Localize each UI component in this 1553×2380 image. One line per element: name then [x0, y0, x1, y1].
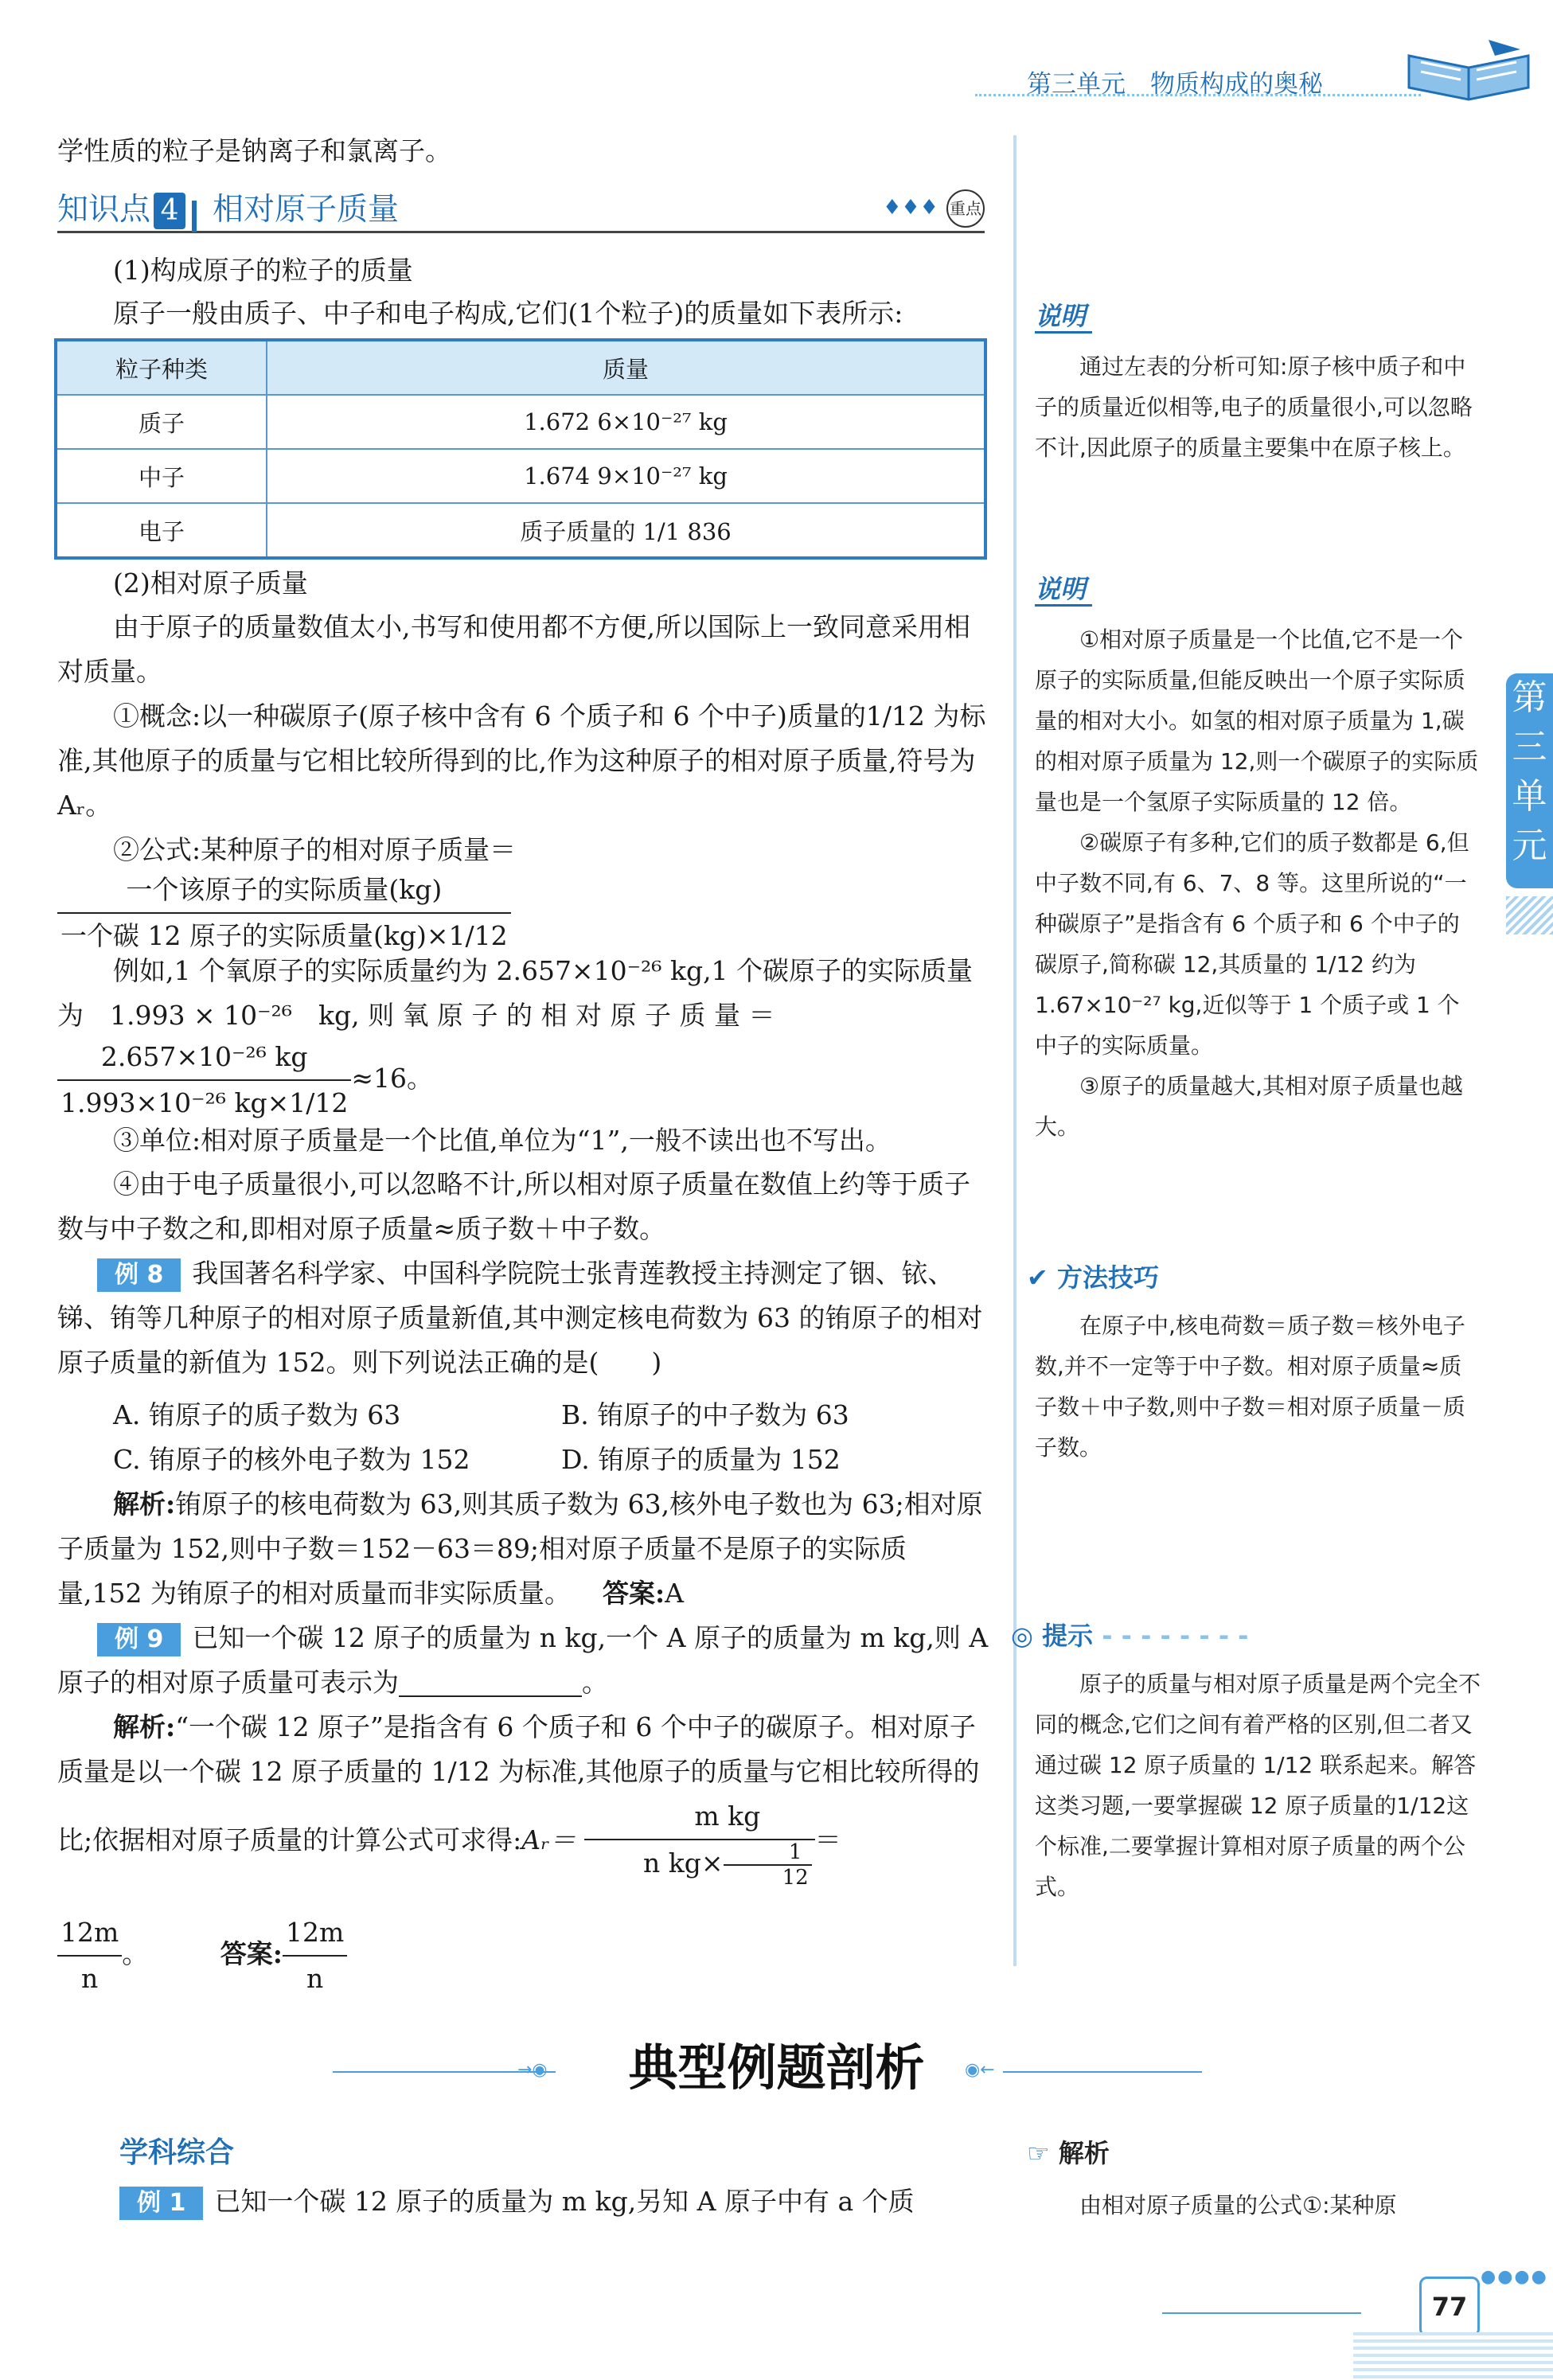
option-b: B. 铕原子的中子数为 63 — [561, 1399, 849, 1430]
importance-marker — [883, 189, 985, 228]
example-calculation — [57, 1035, 433, 1126]
kp-number: 4 — [154, 193, 185, 229]
ar-fraction — [584, 1794, 815, 1890]
answer-label: 答案: — [220, 1938, 283, 1969]
footer-wave — [1353, 2332, 1553, 2380]
particle-mass-table — [54, 338, 987, 560]
equals-sign: ＝ — [814, 1824, 841, 1855]
example-9-result — [57, 1910, 347, 2001]
section-1-text: 原子一般由质子、中子和电子构成,它们(1个粒子)的质量如下表所示: — [113, 298, 903, 329]
section-example-1 — [57, 2179, 989, 2224]
method-heading: 方法技巧 — [1056, 1262, 1159, 1293]
option-a: A. 铕原子的质子数为 63 — [113, 1399, 401, 1430]
tip-dashes: - - - - - - - - — [1102, 1621, 1249, 1651]
table-cell: 电子 — [56, 503, 267, 558]
ar-symbol: Aᵣ＝ — [521, 1824, 576, 1855]
table-row — [56, 449, 985, 503]
table-cell: 1.674 9×10⁻²⁷ kg — [267, 449, 985, 503]
answer-label: 答案: — [602, 1578, 665, 1609]
answer-numerator: 12m — [283, 1910, 347, 1957]
option-c: C. 铕原子的核外电子数为 152 — [113, 1444, 470, 1475]
table-header: 质量 — [267, 340, 985, 395]
book-icon — [1401, 32, 1536, 111]
formula-fraction — [57, 868, 511, 958]
example-denominator: 1.993×10⁻²⁶ kg×1/12 — [60, 1087, 349, 1118]
note-2-p3: ③原子的质量越大,其相对原子质量也越大。 — [1035, 1073, 1464, 1140]
example-1-text: 已知一个碳 12 原子的质量为 m kg,另知 A 原子中有 a 个质 — [214, 2186, 915, 2217]
formula-lead: ②公式:某种原子的相对原子质量＝ — [113, 834, 517, 865]
unit-text: ③单位:相对原子质量是一个比值,单位为“1”,一般不读出也不写出。 — [113, 1125, 892, 1156]
answer-denominator: n — [306, 1963, 324, 1994]
footer-dots: ●●●● — [1481, 2267, 1548, 2287]
unit-side-tab: 第三单元 — [1506, 673, 1553, 888]
note-heading: 说明 — [1035, 301, 1092, 334]
tip-heading: 提示 — [1042, 1621, 1094, 1651]
column-divider — [1013, 135, 1016, 1966]
result-fraction — [57, 1910, 122, 2001]
analysis-note — [1035, 2185, 1481, 2226]
example-8-text: 我国著名科学家、中国科学院院士张青莲教授主持测定了铟、铱、锑、铕等几种原子的相对原子质量新值,其中测定核电荷数为 63 的铕原子的相对原子质量的新值为 152。则下列说法正确的是( ) — [57, 1258, 983, 1378]
side-tab-stripes — [1506, 896, 1553, 934]
table-row — [56, 503, 985, 558]
section-2-text: 由于原子的质量数值太小,书写和使用都不方便,所以国际上一致同意采用相对质量。 — [57, 611, 970, 687]
table-cell: 质子质量的 1/1 836 — [267, 503, 985, 558]
table-cell: 中子 — [56, 449, 267, 503]
kp-label: 知识点 — [57, 192, 151, 228]
note-2-p2: ②碳原子有多种,它们的质子数都是 6,但中子数不同,有 6、7、8 等。这里所说的“一种碳原子”是指含有 6 个质子和 6 个中子的碳原子,简称碳 12,其质量的 1/12 约为 1.67×10⁻²⁷ kg,近似等于 1 个质子或 1 个中子的实际质量。 — [1035, 829, 1469, 1059]
example-fraction — [57, 1035, 351, 1126]
example-text: 例如,1 个氧原子的实际质量约为 2.657×10⁻²⁶ kg,1 个碳原子的实际质量 为 1.993 × 10⁻²⁶ kg, 则 氧 原 子 的 相 对 原 子 质 量 ＝ — [57, 955, 974, 1031]
formula-denominator: 一个碳 12 原子的实际质量(kg)×1/12 — [60, 920, 508, 951]
arrow-right-icon: →◉ — [517, 2060, 548, 2080]
drop-icon: ♦♦♦ — [883, 196, 938, 220]
ar-den-text: n kg× — [643, 1847, 724, 1879]
example-9 — [57, 1616, 989, 1705]
ar-denominator — [584, 1840, 815, 1890]
analysis-text: “一个碳 12 原子”是指含有 6 个质子和 6 个中子的碳原子。相对原子质量是以一个碳 12 原子质量的 1/12 为标准,其他原子的质量与它相比较所得的比;依据相对原子质量的计算公式可求得: — [57, 1711, 980, 1855]
ar-numerator: m kg — [584, 1794, 815, 1840]
example-9-text: 已知一个碳 12 原子的质量为 n kg,一个 A 原子的质量为 m kg,则 A 原子的相对原子质量可表示为 — [57, 1622, 989, 1698]
example-8 — [57, 1251, 989, 1385]
analysis-text: 铕原子的核电荷数为 63,则其质子数为 63,核外电子数也为 63;相对原子质量为 152,则中子数＝152－63＝89;相对原子质量不是原子的实际质量,152 为铕原子的相对质量而非实际质量。 — [57, 1488, 983, 1609]
note-1 — [1035, 346, 1481, 468]
section-1-title: (1)构成原子的粒子的质量 — [113, 255, 413, 286]
header-line — [975, 94, 1421, 96]
table-row — [56, 395, 985, 449]
method-note — [1035, 1305, 1481, 1468]
check-icon: ✔ — [1027, 1262, 1048, 1293]
note-2 — [1035, 619, 1481, 1147]
table-header-row — [56, 340, 985, 395]
page-number: 77 — [1419, 2277, 1480, 2337]
section-2-title: (2)相对原子质量 — [113, 568, 308, 599]
twelfth-num: 1 — [724, 1840, 812, 1866]
example-9-tag: 例 9 — [97, 1623, 181, 1656]
analysis-label: 解析: — [113, 1488, 176, 1520]
formula-numerator: 一个该原子的实际质量(kg) — [57, 868, 511, 914]
tip-head — [1011, 1616, 1248, 1652]
analysis-label: 解析: — [113, 1711, 176, 1742]
tip-note — [1035, 1664, 1481, 1907]
key-badge: 重点 — [946, 189, 985, 228]
example-numerator: 2.657×10⁻²⁶ kg — [57, 1035, 351, 1081]
table-cell: 质子 — [56, 395, 267, 449]
knowledge-point-header — [57, 185, 985, 233]
table-header: 粒子种类 — [56, 340, 267, 395]
subject-heading: 学科综合 — [119, 2136, 235, 2169]
footer-line — [1162, 2312, 1361, 2314]
kp-title: 相对原子质量 — [213, 192, 400, 228]
formula — [57, 868, 511, 958]
example-1-tag: 例 1 — [119, 2187, 203, 2220]
analysis-heading: 解析 — [1058, 2138, 1110, 2168]
pointing-hand-icon: ☞ — [1027, 2138, 1050, 2168]
note-2-head — [1035, 569, 1092, 606]
result-tail: 。 — [122, 1938, 149, 1969]
section-title: 典型例题剖析 — [628, 2039, 925, 2097]
analysis-head — [1027, 2133, 1110, 2170]
kp-bar — [192, 201, 197, 232]
example-8-tag: 例 8 — [97, 1258, 181, 1292]
method-text: 在原子中,核电荷数＝质子数＝核外电子数,并不一定等于中子数。相对原子质量≈质子数＋中子数,则中子数＝相对原子质量－质子数。 — [1035, 1313, 1465, 1461]
section-rule-right — [1003, 2071, 1202, 2073]
answer-value: A — [665, 1578, 684, 1609]
note-2-p1: ①相对原子质量是一个比值,它不是一个原子的实际质量,但能反映出一个原子实际质量的相对大小。如氢的相对原子质量为 1,碳的相对原子质量为 12,则一个碳原子的实际质量也是一个氢原子实际质量的 12 倍。 — [1035, 626, 1479, 815]
note-heading: 说明 — [1035, 574, 1092, 607]
note-1-text: 通过左表的分析可知:原子核中质子和中子的质量近似相等,电子的质量很小,可以忽略不计,因此原子的质量主要集中在原子核上。 — [1035, 353, 1473, 461]
answer-blank — [399, 1672, 582, 1697]
twelfth-den: 12 — [782, 1866, 809, 1890]
concept-text: ①概念:以一种碳原子(原子核中含有 6 个质子和 6 个中子)质量的1/12 为标准,其他原子的质量与它相比较所得到的比,作为这种原子的相对原子质量,符号为 Aᵣ。 — [57, 700, 986, 821]
note-1-head — [1035, 296, 1092, 333]
analysis-note-text: 由相对原子质量的公式①:某种原 — [1079, 2192, 1397, 2218]
example-9-analysis — [57, 1705, 989, 1890]
option-d: D. 铕原子的质量为 152 — [561, 1444, 841, 1475]
example-8-analysis — [57, 1482, 989, 1616]
answer-fraction — [283, 1910, 347, 2001]
example-result: ≈16。 — [351, 1063, 434, 1094]
example-9-tail: 。 — [582, 1667, 608, 1698]
twelfth-fraction — [724, 1840, 812, 1890]
result-denominator: n — [81, 1963, 99, 1994]
table-cell: 1.672 6×10⁻²⁷ kg — [267, 395, 985, 449]
point-4-text: ④由于电子质量很小,可以忽略不计,所以相对原子质量在数值上约等于质子数与中子数之和,即相对原子质量≈质子数＋中子数。 — [57, 1169, 970, 1244]
result-numerator: 12m — [57, 1910, 122, 1957]
tip-icon: ◎ — [1011, 1621, 1033, 1651]
arrow-left-icon: ◉← — [965, 2060, 995, 2080]
intro-line: 学性质的粒子是钠离子和氯离子。 — [57, 135, 451, 166]
unit-title: 第三单元 物质构成的奥秘 — [1027, 70, 1323, 99]
method-head — [1027, 1258, 1159, 1294]
tip-text: 原子的质量与相对原子质量是两个完全不同的概念,它们之间有着严格的区别,但二者又通过碳 12 原子质量的 1/12 联系起来。解答这类习题,一要掌握碳 12 原子质量的1/12这个标准,二要掌握计算相对原子质量的两个公式。 — [1035, 1671, 1481, 1900]
